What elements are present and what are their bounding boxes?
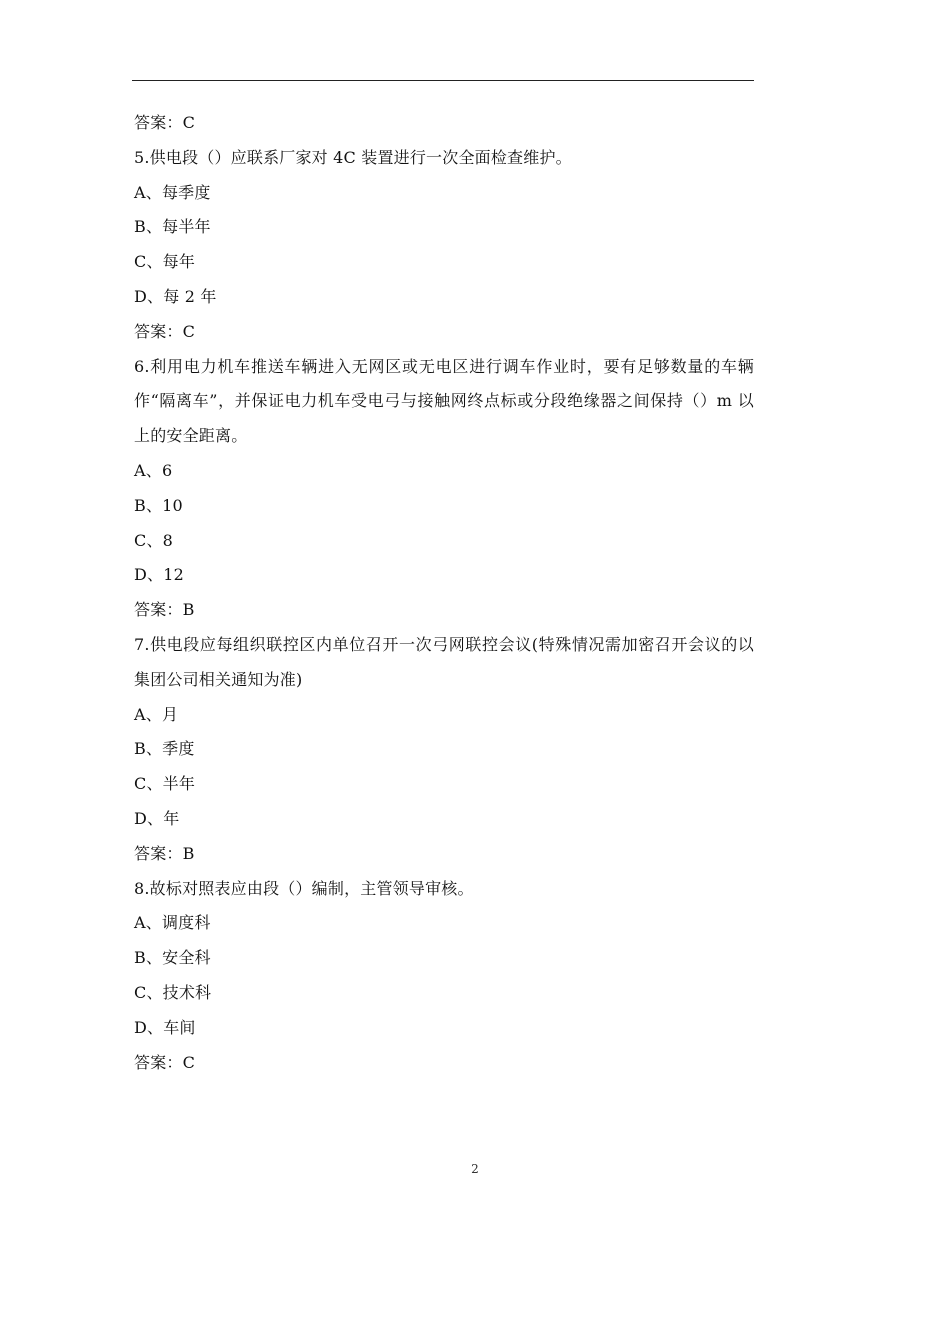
option-a: A、6 xyxy=(134,460,173,480)
answer-line: 答案：C xyxy=(134,321,196,341)
answer-line: 答案：B xyxy=(134,843,195,863)
option-c: C、技术科 xyxy=(134,982,212,1002)
question-text: 8.故标对照表应由段（）编制，主管领导审核。 xyxy=(134,878,474,898)
option-b: B、季度 xyxy=(134,739,195,759)
option-d: D、车间 xyxy=(134,1017,196,1037)
option-b: B、10 xyxy=(134,495,183,515)
option-c: C、每年 xyxy=(134,252,196,272)
question-block xyxy=(134,350,754,628)
page-number: 2 xyxy=(471,1162,479,1176)
question-block xyxy=(134,141,754,350)
question-text: 6.利用电力机车推送车辆进入无网区或无电区进行调车作业时，要有足够数量的车辆作“隔离车”，并保证电力机车受电弓与接触网终点标或分段绝缘器之间保持（）m 以上的安全距离。 xyxy=(134,356,754,446)
option-a: A、每季度 xyxy=(134,182,211,202)
option-a: A、月 xyxy=(134,704,179,724)
option-d: D、年 xyxy=(134,808,180,828)
question-text: 7.供电段应每组织联控区内单位召开一次弓网联控会议(特殊情况需加密召开会议的以集团公司相关通知为准) xyxy=(134,634,754,689)
answer-line: 答案：B xyxy=(134,600,195,620)
answer-line: 答案：C xyxy=(134,1052,196,1072)
option-d: D、12 xyxy=(134,565,184,585)
question-text: 5.供电段（）应联系厂家对 4C 装置进行一次全面检查维护。 xyxy=(134,147,572,167)
option-b: B、每半年 xyxy=(134,217,211,237)
document-content xyxy=(134,106,754,1080)
option-a: A、调度科 xyxy=(134,913,211,933)
question-block xyxy=(134,872,754,1081)
answer-line: 答案：C xyxy=(134,113,196,132)
option-b: B、安全科 xyxy=(134,948,211,968)
option-c: C、8 xyxy=(134,530,174,550)
option-d: D、每 2 年 xyxy=(134,286,217,306)
question-block xyxy=(134,628,754,872)
option-c: C、半年 xyxy=(134,774,196,794)
header-rule xyxy=(132,80,754,81)
